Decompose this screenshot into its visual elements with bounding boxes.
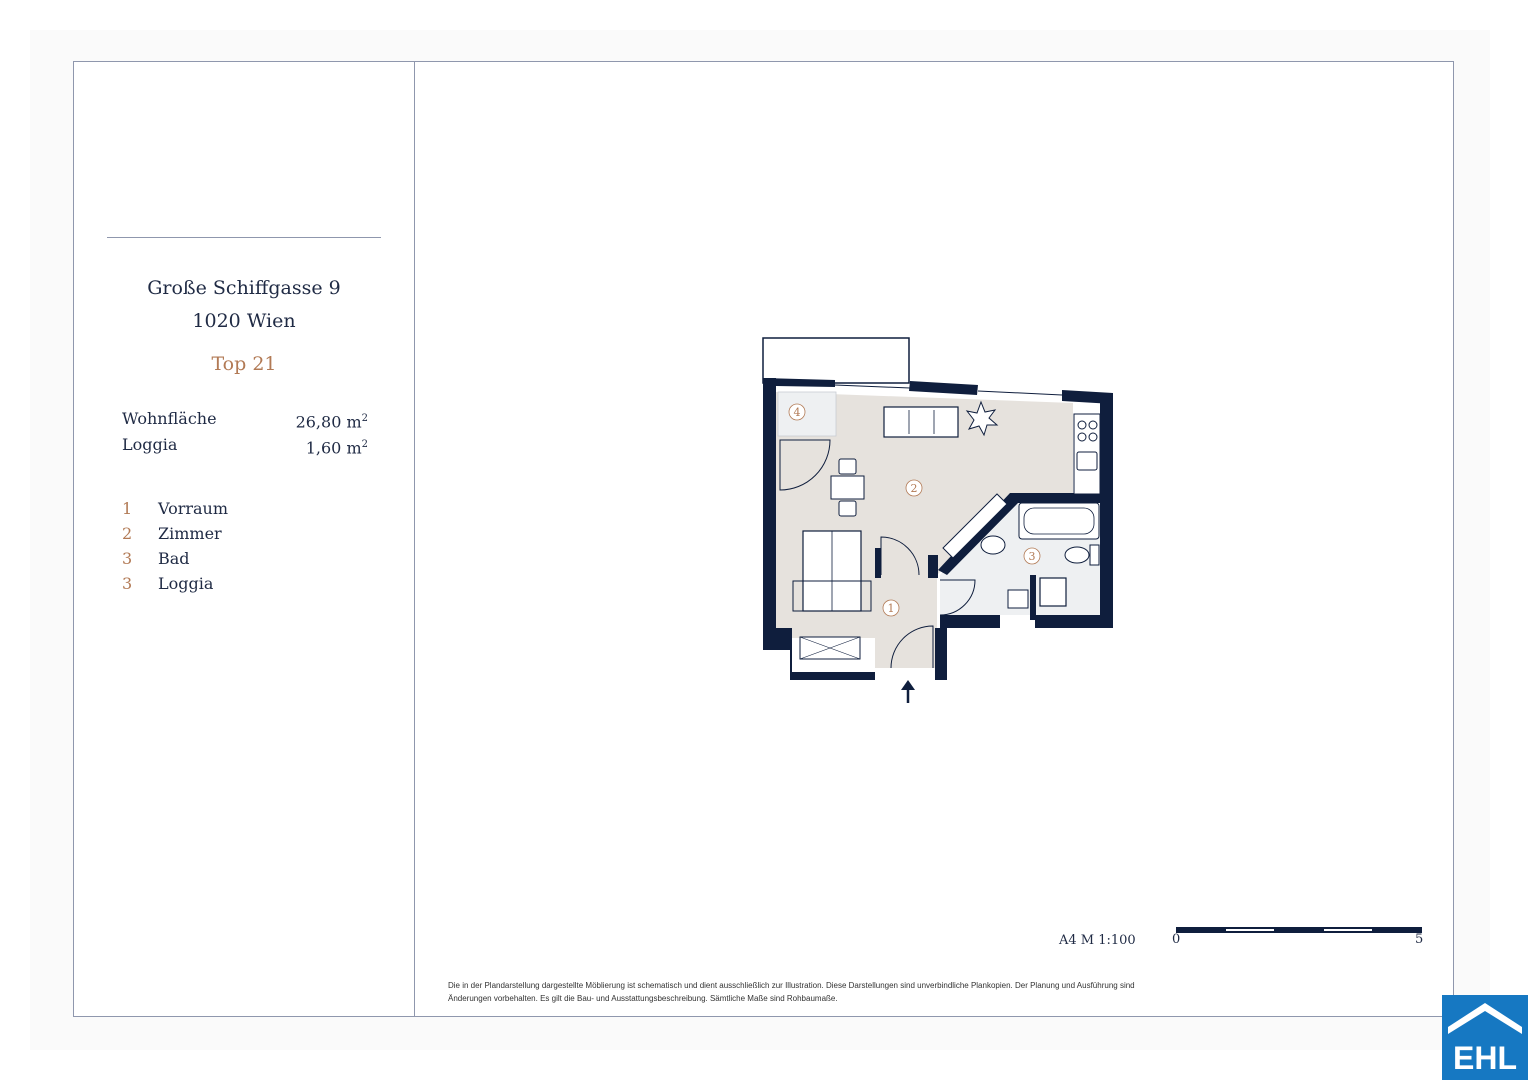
area-value: 1,60 $m^2$ (305, 438, 368, 458)
wall-south-east (935, 628, 947, 680)
window (835, 385, 910, 388)
area-value: 26,80 $m^2$ (295, 412, 368, 432)
room-legend-item: 1 Vorraum (122, 499, 229, 518)
loggia-railing (763, 338, 909, 383)
chair (839, 459, 856, 474)
toilet-bath (1008, 590, 1028, 608)
loggia-floor (778, 392, 836, 436)
wall-east (1100, 393, 1113, 628)
wall-west (763, 378, 776, 638)
wall-south-bath-left (940, 615, 1000, 628)
window (978, 391, 1062, 395)
scale-label: A4 M 1:100 (1059, 933, 1136, 948)
disclaimer-text: Die in der Plandarstellung dargestellte Möblierung ist schematisch und dient ausschließlich zur Illustration. Diese Darstellungen sind unverbindliche Plankopien. Der Planung und Ausführung sind Änderungen vorbehalten. Es gilt die Bau- und Ausstattungsbeschreibung. Sämtliche Maße sind Rohbaumaße. (448, 981, 1135, 1003)
chair (839, 501, 856, 516)
room-legend-item: 3 Bad (122, 549, 190, 568)
scale-end: 5 (1415, 932, 1424, 947)
street-address: Große Schiffgasse 9 (147, 277, 341, 299)
wall-entry-partition (928, 555, 938, 578)
washing-machine (1040, 578, 1066, 606)
ehl-logo (1442, 995, 1528, 1080)
wall-south-bath (1035, 615, 1113, 628)
city-address: 1020 Wien (192, 310, 296, 332)
washbasin (981, 536, 1005, 554)
wall-entry-partition (875, 548, 881, 578)
unit-label: Top 21 (211, 353, 277, 375)
sofa (884, 407, 958, 437)
area-label: Loggia (122, 435, 178, 454)
room-number: 2 (910, 482, 918, 495)
logo-text: EHL (1453, 1040, 1517, 1076)
toilet-cistern (1090, 545, 1099, 565)
room-number: 3 (1028, 550, 1036, 563)
wall-bath-partition (1030, 575, 1036, 620)
dining-table (831, 476, 864, 499)
room-legend-item: 3 Loggia (122, 574, 214, 593)
scale-bar (1176, 927, 1422, 933)
area-label: Wohnfläche (122, 409, 217, 428)
wall-north-mid (909, 381, 978, 395)
toilet (1065, 547, 1089, 563)
scale-start: 0 (1172, 932, 1181, 947)
room-number: 4 (793, 406, 801, 419)
room-legend-item: 2 Zimmer (122, 524, 222, 543)
room-number: 1 (887, 602, 895, 615)
